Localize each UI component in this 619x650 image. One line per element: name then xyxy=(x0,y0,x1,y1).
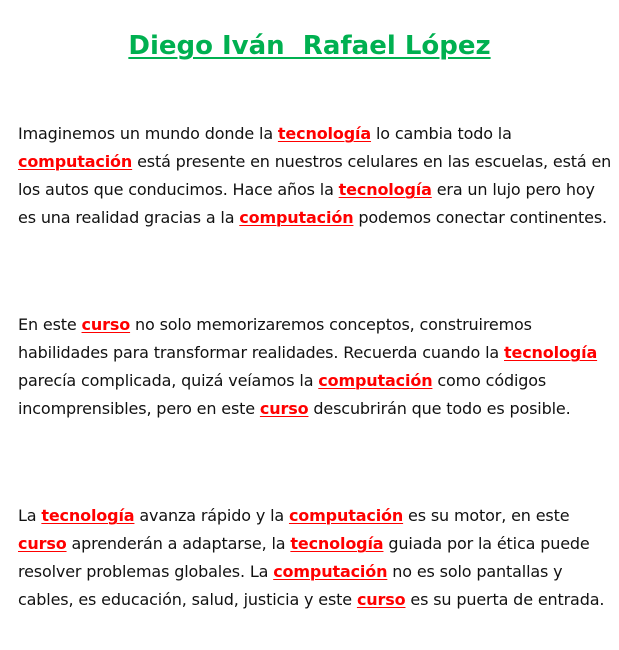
keyword-computacion: computación xyxy=(239,208,354,227)
paragraph-text: no solo memorizaremos conceptos, construiremos habilidades para transformar realidades. Recuerda cuando la xyxy=(18,315,532,362)
paragraph-text: como códigos incomprensibles, pero en este xyxy=(18,371,547,418)
paragraph-text: es su motor, en este xyxy=(403,506,570,525)
paragraph-2 xyxy=(18,311,613,423)
keyword-curso: curso xyxy=(356,590,406,609)
paragraph-3 xyxy=(18,502,613,614)
paragraph-text: lo cambia todo la xyxy=(371,124,512,143)
keyword-tecnologia: tecnología xyxy=(504,343,598,362)
keyword-curso: curso xyxy=(18,534,67,553)
paragraph-text: aprenderán a adaptarse, la xyxy=(66,534,291,553)
paragraph-text: guiada por la ética puede resolver problemas globales. La xyxy=(18,534,590,581)
document-title: Diego Iván Rafael López xyxy=(128,31,491,61)
paragraph-text: descubrirán que todo es posible. xyxy=(308,399,571,418)
paragraph-text: era un lujo pero hoy es una realidad gracias a la xyxy=(18,180,595,227)
keyword-curso: curso xyxy=(81,315,131,334)
paragraph-text: es su puerta de entrada. xyxy=(405,590,605,609)
paragraph-1 xyxy=(18,120,613,232)
keyword-curso: curso xyxy=(259,399,309,418)
paragraph-text: avanza rápido y la xyxy=(134,506,289,525)
paragraph-text: está presente en nuestros celulares en las escuelas, está en los autos que conducimos. Hace años la xyxy=(18,152,612,199)
keyword-computacion: computación xyxy=(288,506,404,525)
keyword-computacion: computación xyxy=(318,371,433,390)
paragraph-text: En este xyxy=(18,315,82,334)
keyword-tecnologia: tecnología xyxy=(41,506,135,525)
keyword-computacion: computación xyxy=(18,152,133,171)
paragraph-text: Imaginemos un mundo donde la xyxy=(18,124,278,143)
keyword-computacion: computación xyxy=(273,562,388,581)
paragraph-text: no es solo pantallas y cables, es educación, salud, justicia y este xyxy=(18,562,563,609)
keyword-tecnologia: tecnología xyxy=(277,124,372,143)
keyword-tecnologia: tecnología xyxy=(338,180,432,199)
paragraph-text: podemos conectar continentes. xyxy=(353,208,607,227)
paragraph-text: La xyxy=(18,506,42,525)
keyword-tecnologia: tecnología xyxy=(290,534,384,553)
paragraph-text: parecía complicada, quizá veíamos la xyxy=(18,371,319,390)
